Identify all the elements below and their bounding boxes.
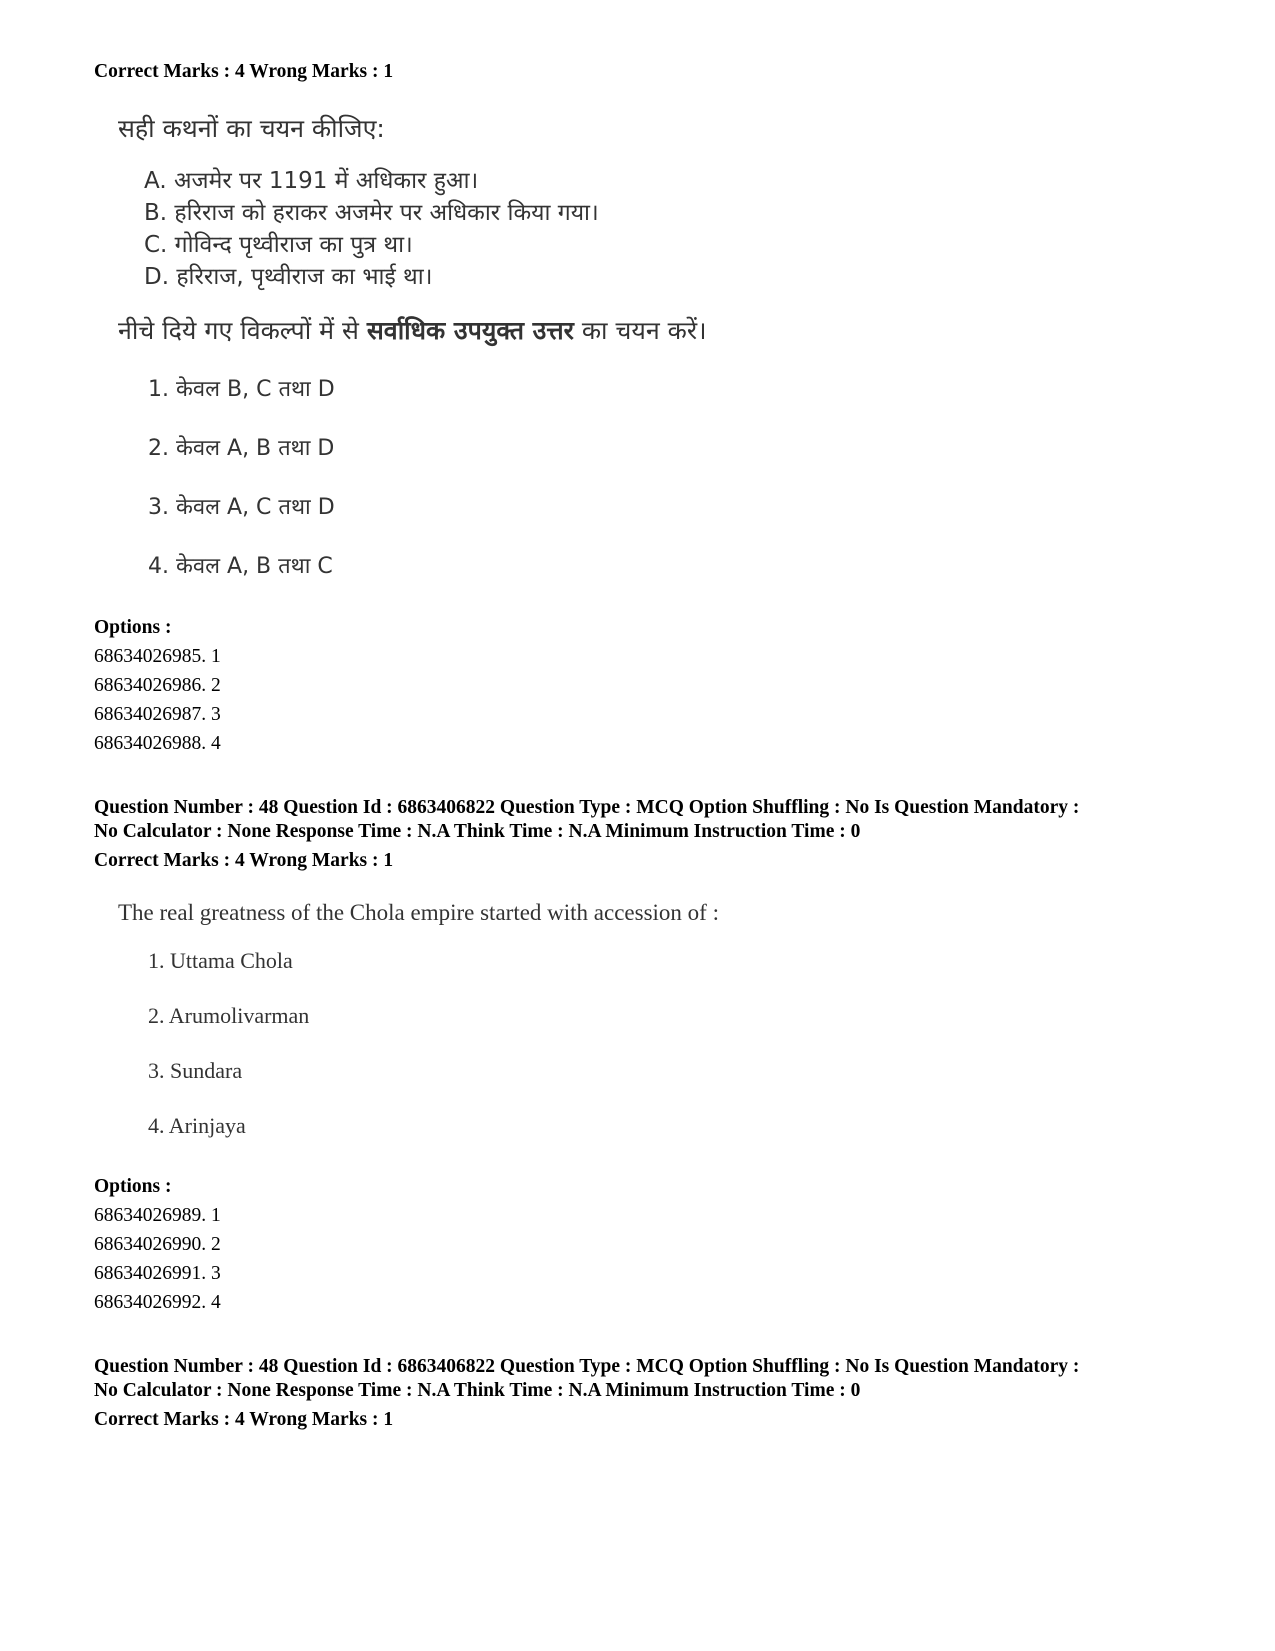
choice-4: 4. Arinjaya [148,1113,246,1138]
instruction-post: का चयन करें। [573,316,707,345]
options-list-1 [94,642,221,758]
statement-d: D. हरिराज, पृथ्वीराज का भाई था। [144,264,433,290]
option-item: 68634026992. 4 [94,1292,221,1313]
question-header-line-2: No Calculator : None Response Time : N.A Think Time : N.A Minimum Instruction Time : 0 [94,821,861,842]
choice-list-hindi [148,373,707,609]
question-image-english [118,898,719,1168]
choice-4: 4. केवल A, B तथा C [148,554,333,579]
choice-3: 3. Sundara [148,1058,243,1083]
choice-1: 1. Uttama Chola [148,948,293,973]
choice-3: 3. केवल A, C तथा D [148,495,335,520]
instruction-pre: नीचे दिये गए विकल्पों में से [118,316,367,345]
options-list-2 [94,1201,221,1317]
option-item: 68634026986. 2 [94,675,221,696]
option-item: 68634026990. 2 [94,1234,221,1255]
statement-b: B. हरिराज को हराकर अजमेर पर अधिकार किया गया। [144,200,599,226]
question-header-line-1: Question Number : 48 Question Id : 6863406822 Question Type : MCQ Option Shuffling : No Is Question Mandatory : [94,797,1080,818]
options-label-2: Options : [94,1176,172,1197]
marks-line-3: Correct Marks : 4 Wrong Marks : 1 [94,1409,394,1430]
statement-c: C. गोविन्द पृथ्वीराज का पुत्र था। [144,232,413,258]
option-item: 68634026991. 3 [94,1263,221,1284]
instruction-line [118,315,707,347]
choice-2: 2. केवल A, B तथा D [148,436,335,461]
options-label-1: Options : [94,617,172,638]
question-header-line-1: Question Number : 48 Question Id : 6863406822 Question Type : MCQ Option Shuffling : No Is Question Mandatory : [94,1356,1080,1377]
choice-1: 1. केवल B, C तथा D [148,377,335,402]
marks-line-2: Correct Marks : 4 Wrong Marks : 1 [94,850,394,871]
option-item: 68634026985. 1 [94,646,221,667]
statement-list [144,165,707,293]
question-prompt-english: The real greatness of the Chola empire started with accession of : [118,900,719,925]
instruction-bold: सर्वाधिक उपयुक्त उत्तर [366,316,574,345]
option-item: 68634026989. 1 [94,1205,221,1226]
statement-a: A. अजमेर पर 1191 में अधिकार हुआ। [144,168,479,194]
choice-list-english [148,948,719,1168]
option-item: 68634026988. 4 [94,733,221,754]
question-prompt-hindi: सही कथनों का चयन कीजिए: [118,114,385,143]
question-image-hindi [118,113,707,609]
choice-2: 2. Arumolivarman [148,1003,310,1028]
marks-line-1: Correct Marks : 4 Wrong Marks : 1 [94,61,394,82]
question-header-line-2: No Calculator : None Response Time : N.A Think Time : N.A Minimum Instruction Time : 0 [94,1380,861,1401]
option-item: 68634026987. 3 [94,704,221,725]
